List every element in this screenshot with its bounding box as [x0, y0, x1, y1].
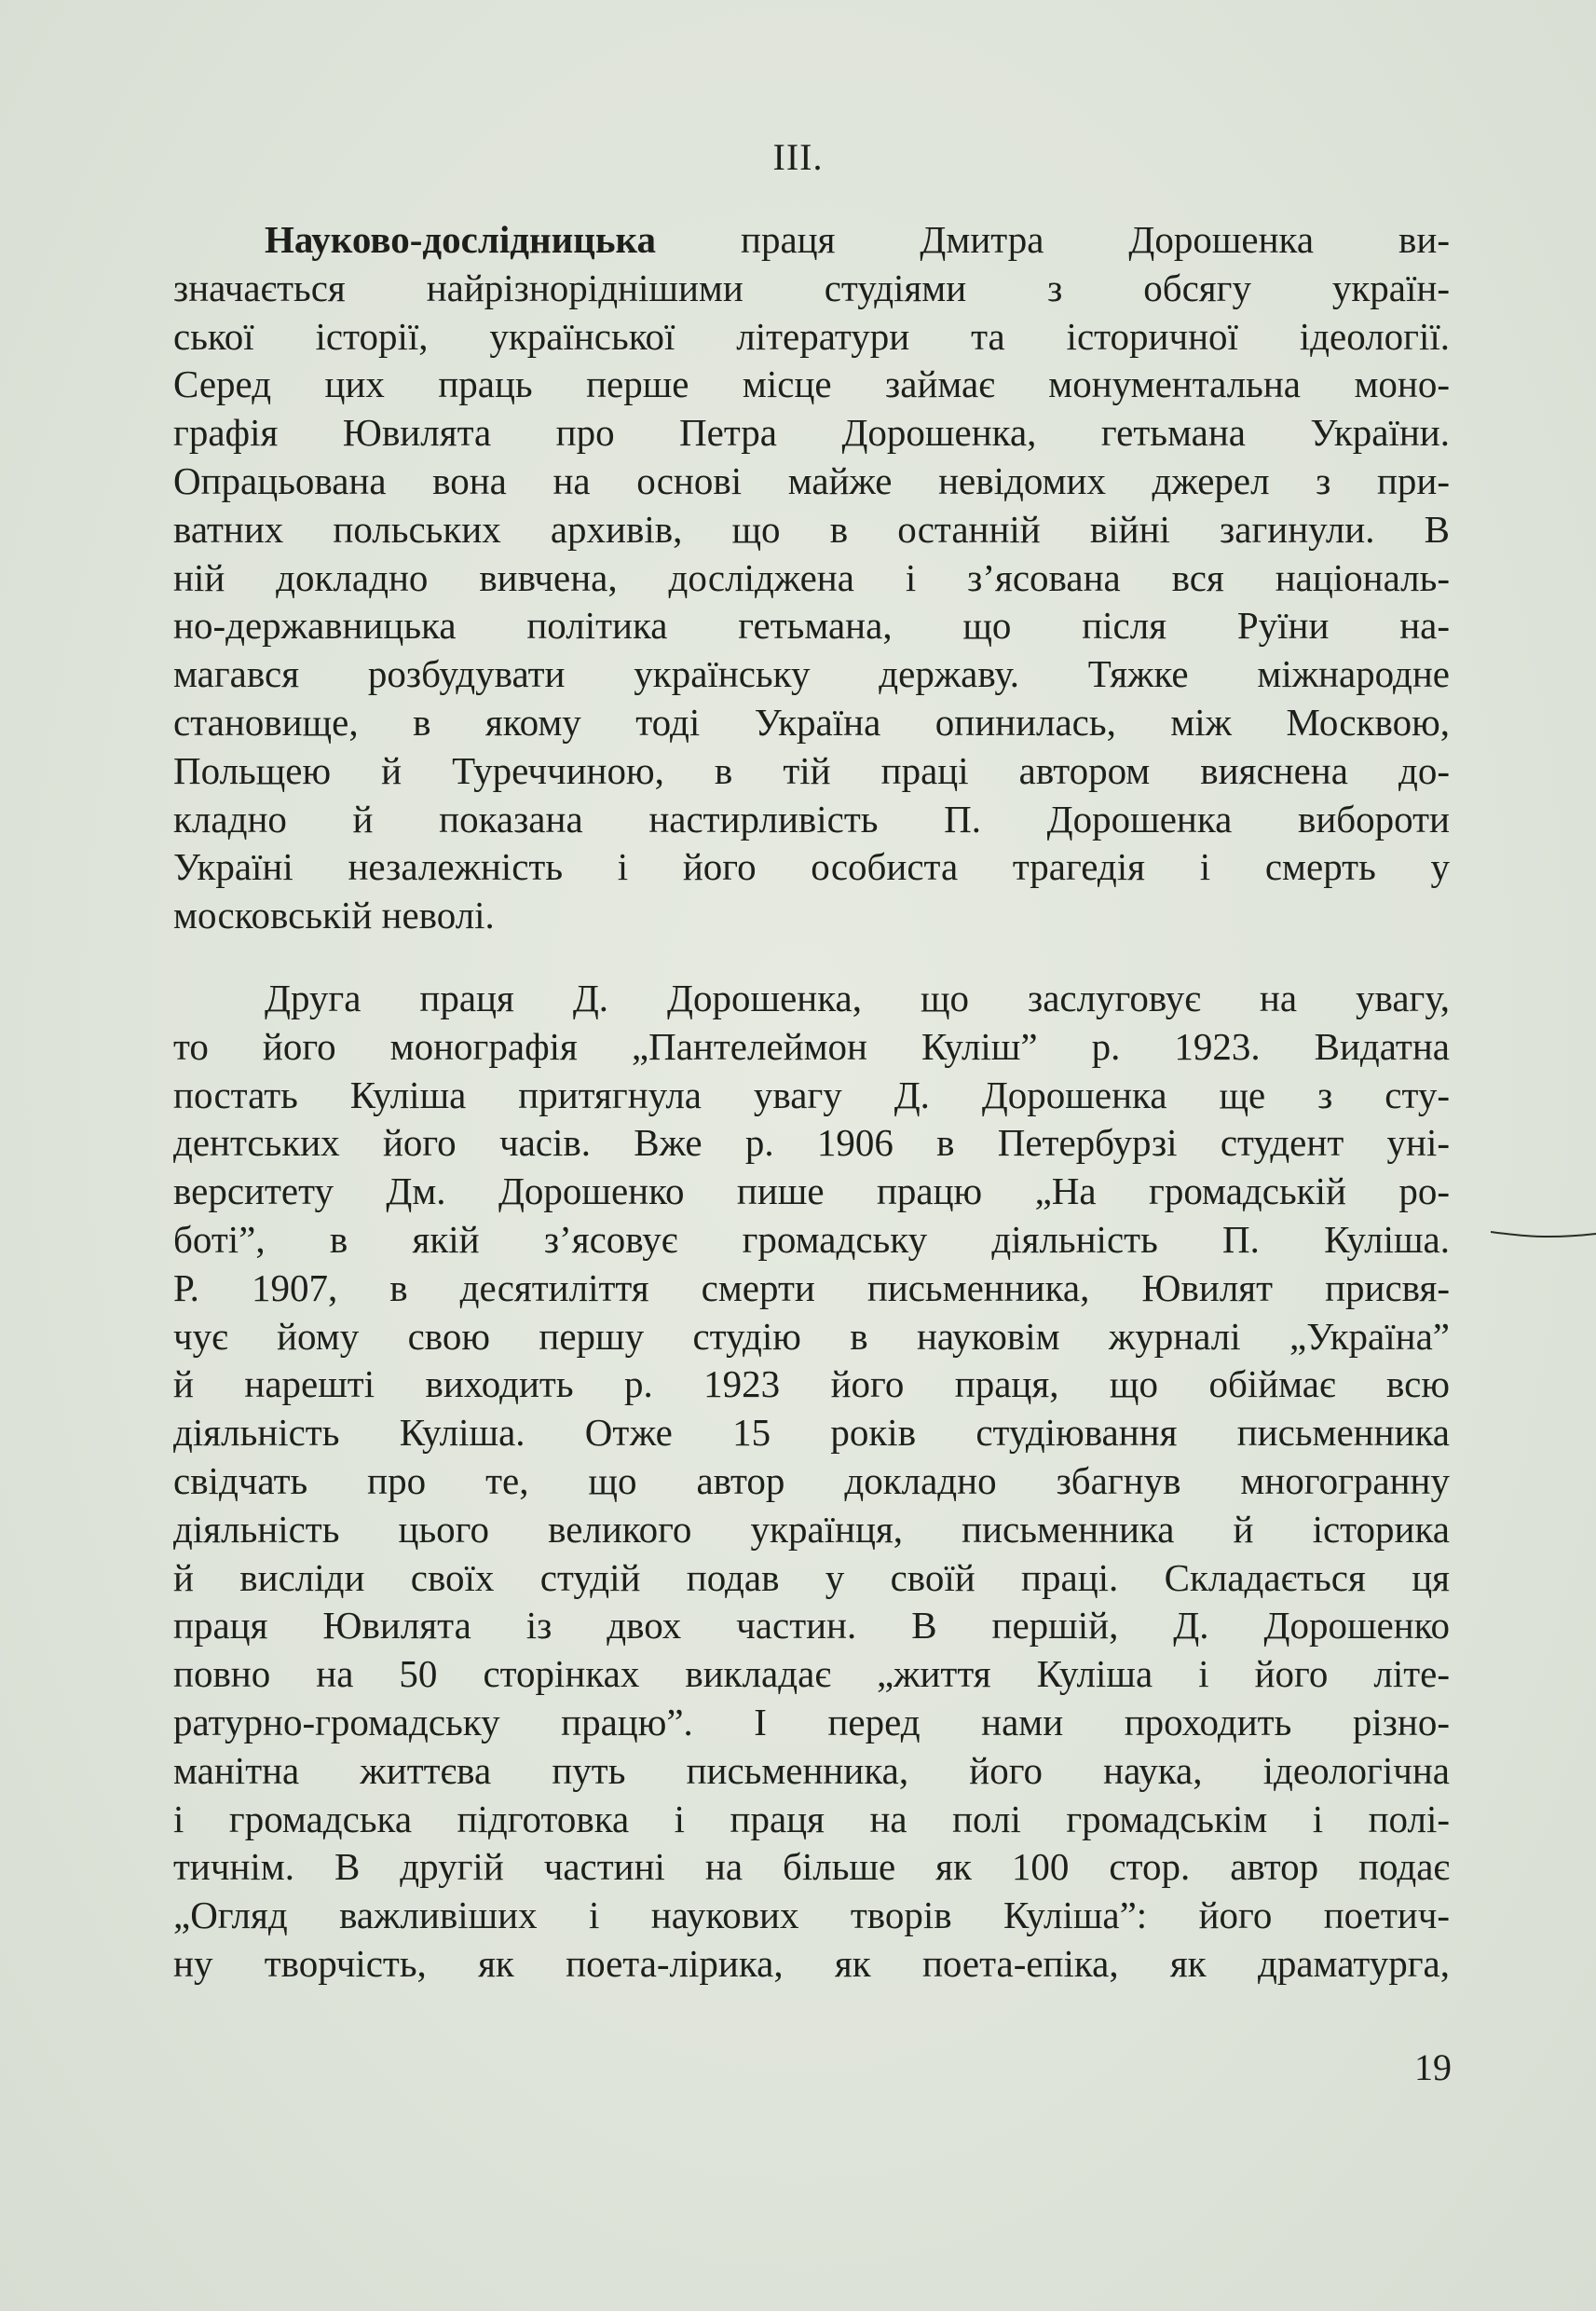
paragraph-1: [173, 216, 1450, 940]
text-line: но-державницька політика гетьмана, що після Руїни на-: [173, 604, 1450, 648]
text-line: Польщею й Туреччиною, в тій праці автором вияснена до-: [173, 748, 1450, 792]
text-line: ської історії, української літератури та історичної ідеології.: [173, 314, 1450, 358]
text-line: „Огляд важливіших і наукових творів Куліша”: його поетич-: [173, 1894, 1450, 1937]
text-line: то його монографія „Пантелеймон Куліш” р. 1923. Видатна: [173, 1024, 1450, 1068]
text-line: ній докладно вивчена, досліджена і з’ясована вся національ-: [173, 555, 1450, 599]
text-line: діяльність цього великого українця, письменника й історика: [173, 1507, 1450, 1551]
text-line: магався розбудувати українську державу. Тяжке міжнародне: [173, 652, 1450, 696]
text-line: Науково-дослідницька праця Дмитра Дорошенка ви-: [265, 218, 1450, 261]
text-line: московській неволі.: [173, 894, 495, 937]
page-number: 19: [1414, 2046, 1452, 2088]
text-line: ватних польських архивів, що в останній війні загинули. В: [173, 507, 1450, 551]
text-line: й висліди своїх студій подав у своїй праці. Складається ця: [173, 1555, 1450, 1599]
pen-scratch-mark: [1491, 1226, 1596, 1243]
text-line: кладно й показана настирливість П. Дорошенка вибороти: [173, 797, 1450, 841]
text-line: ну творчість, як поета-лірика, як поета-епіка, як драматурга,: [173, 1941, 1450, 1985]
text-line: Україні незалежність і його особиста трагедія і смерть у: [173, 845, 1450, 889]
text-line: верситету Дм. Дорошенко пише працю „На громадській ро-: [173, 1169, 1450, 1213]
text-line: Друга праця Д. Дорошенка, що заслуговує на увагу,: [265, 977, 1450, 1019]
text-line: праця Ювилята із двох частин. В першій, Д. Дорошенко: [173, 1604, 1450, 1648]
text-line: і громадська підготовка і праця на полі громадськім і полі-: [173, 1797, 1450, 1840]
paragraph-2: [173, 975, 1450, 1989]
text-line: значається найрізноріднішими студіями з обсягу україн-: [173, 266, 1450, 309]
text-line: повно на 50 сторінках викладає „життя Куліша і його літе-: [173, 1652, 1450, 1696]
text-line: й нарешті виходить р. 1923 його праця, що обіймає всю: [173, 1362, 1450, 1406]
text-line: діяльність Куліша. Отже 15 років студіювання письменника: [173, 1411, 1450, 1455]
text-line: боті”, в якій з’ясовує громадську діяльність П. Куліша.: [173, 1217, 1450, 1261]
section-heading: III.: [772, 136, 824, 178]
text-line: графія Ювилята про Петра Дорошенка, гетьмана України.: [173, 411, 1450, 455]
text-line: Серед цих праць перше місце займає монументальна моно-: [173, 362, 1450, 406]
text-line: Р. 1907, в десятиліття смерти письменника, Ювилят присвя-: [173, 1265, 1450, 1309]
text-line: тичнім. В другій частині на більше як 100 стор. автор подає: [173, 1845, 1450, 1889]
lead-term: Науково-дослідницька: [265, 218, 657, 261]
text-line: свідчать про те, що автор докладно збагнув многогранну: [173, 1458, 1450, 1502]
text-line: постать Куліша притягнула увагу Д. Дорошенка ще з сту-: [173, 1073, 1450, 1116]
text-line: становище, в якому тоді Україна опинилась, між Москвою,: [173, 700, 1450, 744]
text-line: манітна життєва путь письменника, його наука, ідеологічна: [173, 1748, 1450, 1792]
text-line: ратурно-громадську працю”. І перед нами проходить різно-: [173, 1700, 1450, 1744]
text-line: чує йому свою першу студію в науковім журналі „Україна”: [173, 1314, 1450, 1358]
text-line: Опрацьована вона на основі майже невідомих джерел з при-: [173, 458, 1450, 502]
text-line: дентських його часів. Вже р. 1906 в Петербурзі студент уні-: [173, 1121, 1450, 1165]
